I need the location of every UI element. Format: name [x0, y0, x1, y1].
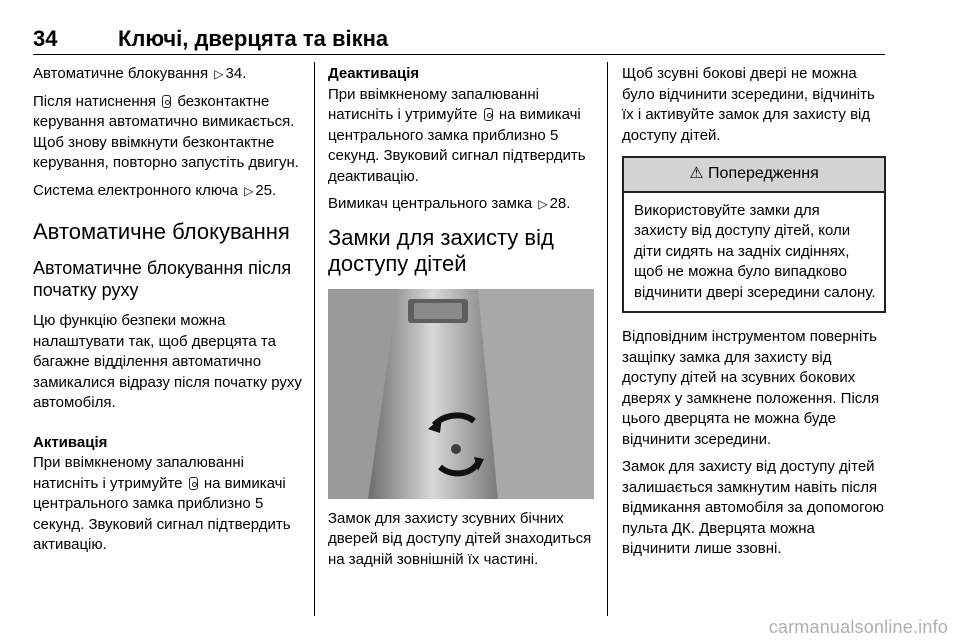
reference-arrow-icon: ▷ [214, 67, 224, 81]
column-2 [328, 64, 594, 577]
page-reference[interactable]: 34. [225, 65, 247, 82]
keyless-button-icon [189, 477, 198, 490]
deactivation-title: Деактивація [328, 65, 420, 82]
paragraph: Після натиснення безконтактне керування автоматично вимикається. Щоб знову ввімкнути безконтактне керування, повторно запустіть двигун. [33, 92, 299, 171]
warning-icon: ⚠ [689, 165, 704, 182]
paragraph: Цю функцію безпеки можна налаштувати так, щоб дверцята та багажне відділення автоматично замикалися відразу після початку руху автомобіля. [33, 312, 302, 411]
column-divider [314, 62, 315, 616]
warning-box [622, 156, 886, 313]
paragraph: Замок для захисту від доступу дітей залишається замкнутим навіть після відмикання автомобіля за допомогою пульта ДК. Дверцята можна відчинити лише ззовні. [622, 458, 884, 557]
section-heading: Автоматичне блокування [33, 219, 290, 244]
subsection-heading: Автоматичне блокування після початку руху [33, 258, 292, 300]
paragraph: Автоматичне блокування ▷ 34. [33, 64, 303, 85]
warning-header [624, 158, 884, 193]
child-lock-photo [328, 289, 594, 499]
paragraph: Щоб зсувні бокові двері не можна було відчинити зсередини, відчиніть їх і активуйте замок для захисту від доступу дітей. [622, 65, 875, 144]
chapter-title: Ключі, дверцята та вікна [118, 26, 389, 51]
keyless-button-icon [162, 95, 171, 108]
column-divider [607, 62, 608, 616]
warning-body [624, 193, 884, 312]
reference-arrow-icon: ▷ [244, 183, 254, 198]
paragraph: Вимикач центрального замка ▷ 28. [328, 194, 594, 215]
column-3 [622, 64, 886, 567]
warning-title: Попередження [708, 165, 819, 182]
page-reference[interactable]: 25. [255, 181, 277, 199]
paragraph: При ввімкненому запалюванні натисніть і утримуйте на вимикачі центрального замка приблизно 5 секунд. Звуковий сигнал підтвердить активацію. [33, 454, 291, 553]
watermark: carmanualsonline.info [768, 617, 948, 637]
section-heading: Замки для захисту від доступу дітей [328, 224, 554, 276]
page-number: 34 [33, 26, 58, 51]
page-reference[interactable]: 28. [549, 195, 571, 212]
reference-arrow-icon: ▷ [538, 197, 548, 211]
photo-caption: Замок для захисту зсувних бічних дверей від доступу дітей знаходиться на задній зовнішній їх частині. [328, 509, 592, 568]
paragraph: Система електронного ключа ▷ 25. [33, 181, 303, 202]
paragraph: Відповідним інструментом поверніть защіпку замка для захисту від доступу дітей на зсувних бокових дверях у замкнене положення. Після цього дверцята не можна буде відчинити зсередини. [622, 328, 880, 448]
warning-text: Використовуйте замки для захисту від доступу дітей, коли діти сидять на задніх сидіннях, щоб не можна було випадково відчинити двері зсередини салону. [634, 201, 876, 301]
paragraph: При ввімкненому запалюванні натисніть і утримуйте на вимикачі центрального замка приблизно 5 секунд. Звуковий сигнал підтвердить деактивацію. [328, 85, 586, 185]
page-header [33, 24, 885, 55]
column-1 [33, 64, 303, 563]
activation-title: Активація [33, 433, 108, 451]
keyless-button-icon [484, 108, 493, 121]
